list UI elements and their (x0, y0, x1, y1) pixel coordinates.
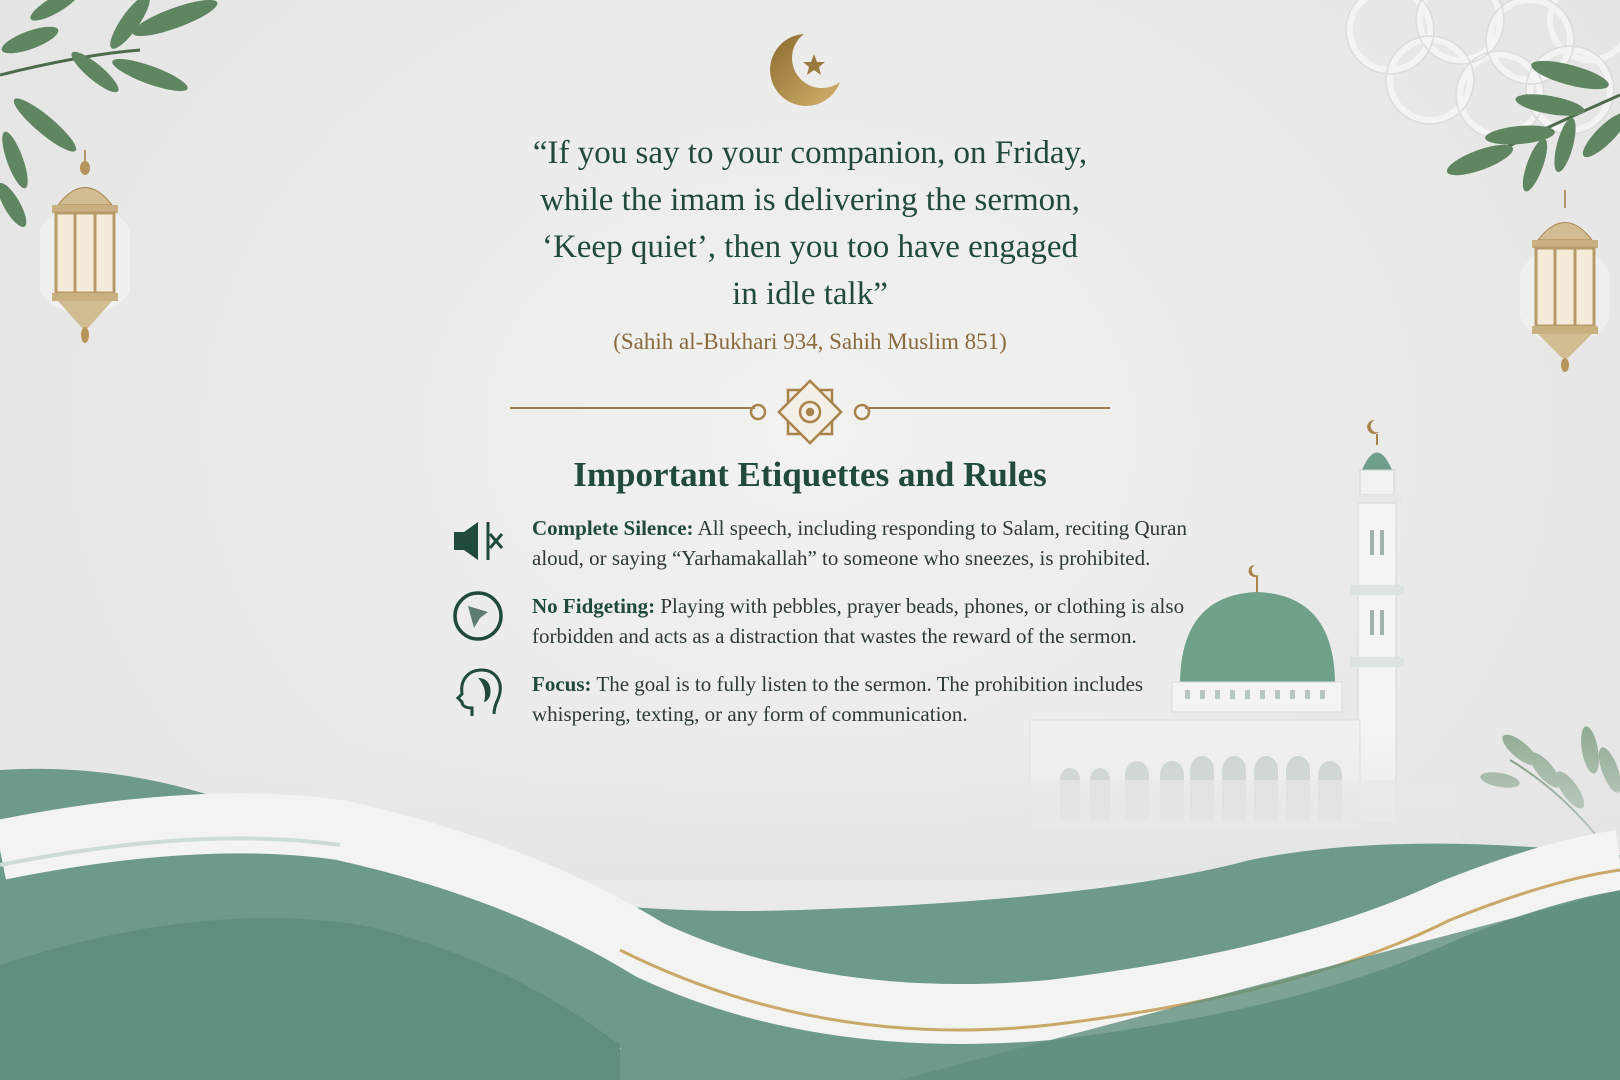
rule-description: All speech, including responding to Salam, reciting Quran aloud, or saying “Yarhamakallah” to someone who sneezes, is prohibited. (532, 516, 1187, 570)
ornamental-divider (510, 378, 1110, 448)
rule-title: Focus: (532, 672, 592, 696)
head-listening-icon (450, 664, 506, 720)
section-heading: Important Etiquettes and Rules (573, 455, 1047, 494)
hadith-source: (Sahih al-Bukhari 934, Sahih Muslim 851) (613, 329, 1007, 354)
quote-line: in idle talk” (732, 276, 888, 312)
rule-description: Playing with pebbles, prayer beads, phones, or clothing is also forbidden and acts as a distraction that wastes the reward of the sermon. (532, 594, 1185, 648)
hadith-quote (430, 130, 1190, 318)
rules-list (450, 514, 1190, 748)
quote-line: while the imam is delivering the sermon, (540, 182, 1080, 218)
no-touch-circle-icon (450, 588, 506, 644)
lantern-right-icon (1520, 190, 1610, 380)
rule-description: The goal is to fully listen to the sermon. The prohibition includes whispering, texting, or any form of communication. (532, 672, 1144, 726)
olive-branch-right (1440, 50, 1620, 210)
quote-line: “If you say to your companion, on Friday, (532, 135, 1088, 171)
lantern-left-icon (40, 150, 130, 350)
quote-line: ‘Keep quiet’, then you too have engaged (541, 229, 1079, 265)
rule-title: No Fidgeting: (532, 594, 656, 618)
crescent-star-icon (764, 30, 844, 110)
rule-title: Complete Silence: (532, 516, 694, 540)
speaker-mute-icon (450, 514, 506, 570)
rule-item (450, 592, 1190, 651)
bottom-wave-decoration (0, 720, 1620, 1080)
rule-item (450, 514, 1190, 573)
rule-item (450, 670, 1190, 729)
